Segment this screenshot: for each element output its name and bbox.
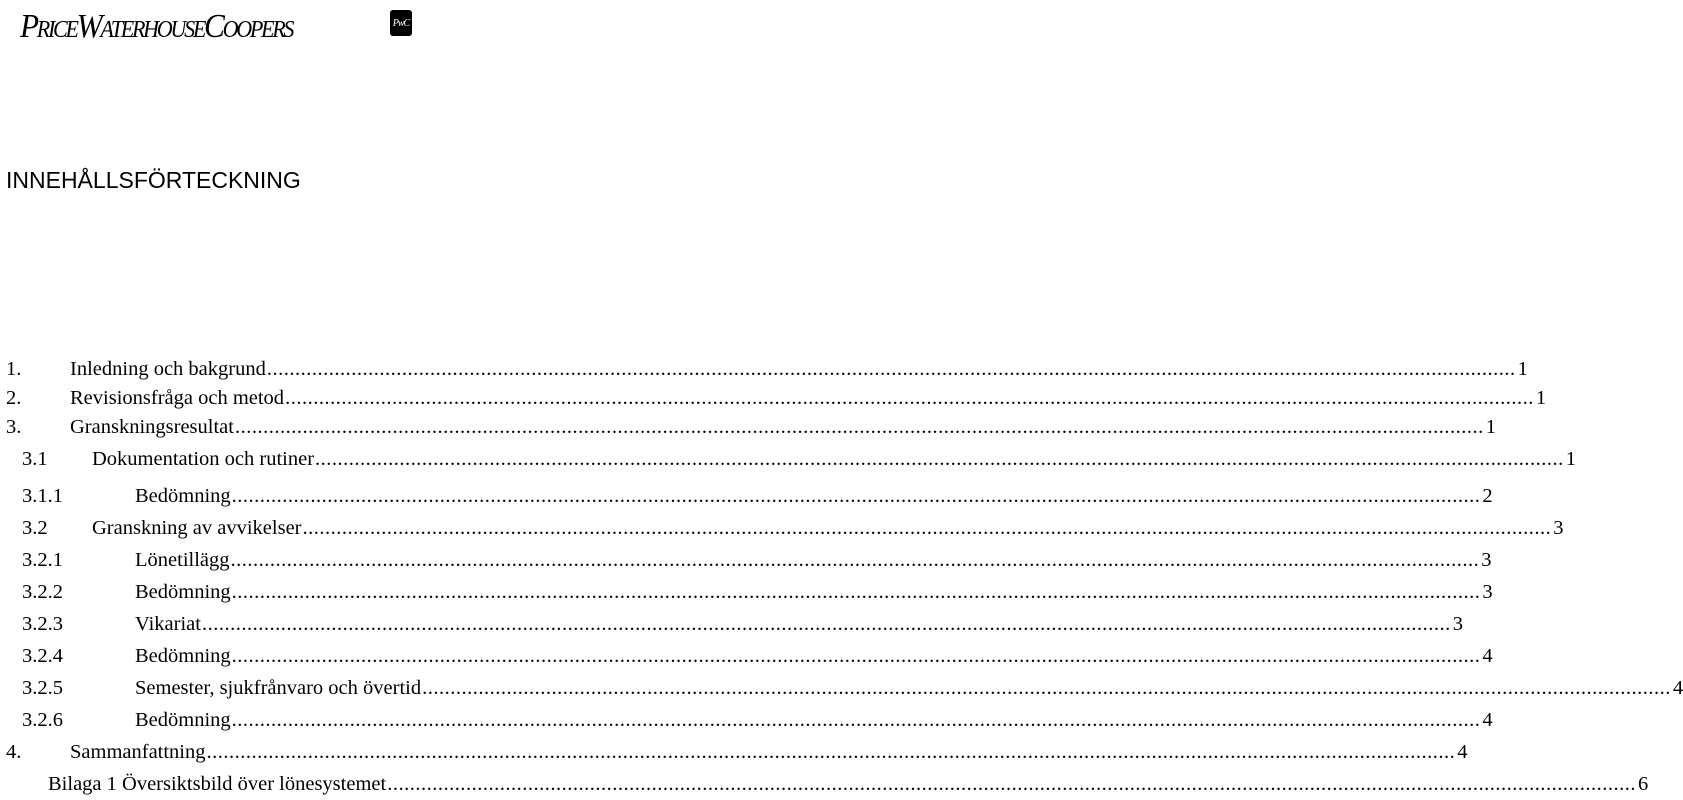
toc-entry-page: 1 [1485,416,1496,438]
toc-entry-label: Inledning och bakgrund [70,358,266,380]
toc-entry[interactable] [6,412,1496,442]
toc-entry[interactable] [48,769,1649,799]
toc-entry-page: 1 [1517,358,1528,380]
toc-entry-leader: .............................................................................................................................................................................................................................. [231,485,1481,507]
toc-entry-leader: .............................................................................................................................................................................................................................. [315,448,1564,470]
toc-entry-label: Bedömning [135,485,231,507]
toc-entry-page: 4 [1457,741,1468,763]
toc-entry[interactable] [6,354,1528,384]
logo-seal-icon [390,10,412,36]
toc-entry-page: 1 [1565,448,1577,470]
toc-entry-label: Sammanfattning [70,741,206,763]
toc-entry-leader: .............................................................................................................................................................................................................................. [302,517,1552,539]
toc-entry[interactable] [22,577,1493,607]
toc-entry-number: 4. [6,741,22,763]
toc-entry[interactable] [22,545,1492,575]
toc-entry-page: 3 [1452,613,1463,635]
toc-entry-number: 3.2.2 [22,581,63,603]
toc-entry-label: Revisionsfråga och metod [70,387,285,409]
toc-entry-leader: .............................................................................................................................................................................................................................. [206,741,1456,763]
toc-entry-leader: .............................................................................................................................................................................................................................. [422,677,1671,699]
toc-entry-page: 3 [1553,517,1564,539]
toc-entry-leader: .............................................................................................................................................................................................................................. [231,581,1481,603]
toc-entry[interactable] [22,705,1493,735]
toc-entry-number: 3.2.5 [22,677,63,699]
toc-entry-label: Bilaga 1 Översiktsbild över lönesystemet [48,773,387,795]
toc-entry[interactable] [22,444,1577,474]
toc-entry-label: Granskning av avvikelser [92,517,302,539]
toc-entry-page: 1 [1535,387,1547,409]
toc-entry-number: 3.2.4 [22,645,63,667]
logo-wordmark: PriceWaterhouseCoopers [20,8,293,45]
toc-entry-number: 3.2.6 [22,709,63,731]
toc-entry[interactable] [22,609,1463,639]
toc-entry-leader: .............................................................................................................................................................................................................................. [234,416,1484,438]
toc-entry-leader: .............................................................................................................................................................................................................................. [285,387,1534,409]
toc-entry-label: Vikariat [135,613,201,635]
toc-entry-label: Granskningsresultat [70,416,234,438]
toc-entry-number: 3.1 [22,448,48,470]
toc-entry[interactable] [6,383,1547,413]
toc-entry-number: 3. [6,416,22,438]
toc-entry-leader: .............................................................................................................................................................................................................................. [201,613,1451,635]
toc-entry-label: Semester, sjukfrånvaro och övertid [135,677,422,699]
logo-seal-text: PwC [392,17,410,29]
toc-entry[interactable] [22,673,1683,703]
toc-entry-label: Bedömning [135,709,231,731]
toc-entry-number: 3.2.1 [22,549,63,571]
toc-entry[interactable] [6,737,1468,767]
toc-entry-label: Bedömning [135,581,231,603]
toc-entry-number: 3.2.3 [22,613,63,635]
toc-entry-page: 2 [1482,485,1493,507]
toc-entry-number: 3.2 [22,517,48,539]
toc-entry-number: 1. [6,358,22,380]
toc-title: INNEHÅLLSFÖRTECKNING [6,167,301,193]
toc-entry-page: 4 [1672,677,1683,699]
toc-entry-number: 2. [6,387,22,409]
toc-entry[interactable] [22,641,1493,671]
toc-entry-label: Dokumentation och rutiner [92,448,315,470]
toc-entry[interactable] [22,481,1493,511]
toc-entry-leader: .............................................................................................................................................................................................................................. [231,709,1481,731]
toc-entry-page: 3 [1482,581,1493,603]
toc-entry-page: 6 [1637,773,1649,795]
toc-entry-page: 4 [1482,709,1493,731]
toc-entry-leader: .............................................................................................................................................................................................................................. [266,358,1516,380]
toc-entry-page: 3 [1481,549,1492,571]
toc-entry[interactable] [22,513,1564,543]
toc-entry-label: Lönetillägg [135,549,230,571]
toc-entry-leader: .............................................................................................................................................................................................................................. [230,549,1480,571]
toc-entry-leader: .............................................................................................................................................................................................................................. [387,773,1636,795]
toc-entry-label: Bedömning [135,645,231,667]
toc-entry-leader: .............................................................................................................................................................................................................................. [231,645,1481,667]
toc-entry-number: 3.1.1 [22,485,63,507]
toc-entry-page: 4 [1482,645,1493,667]
pwc-logo [20,4,316,50]
